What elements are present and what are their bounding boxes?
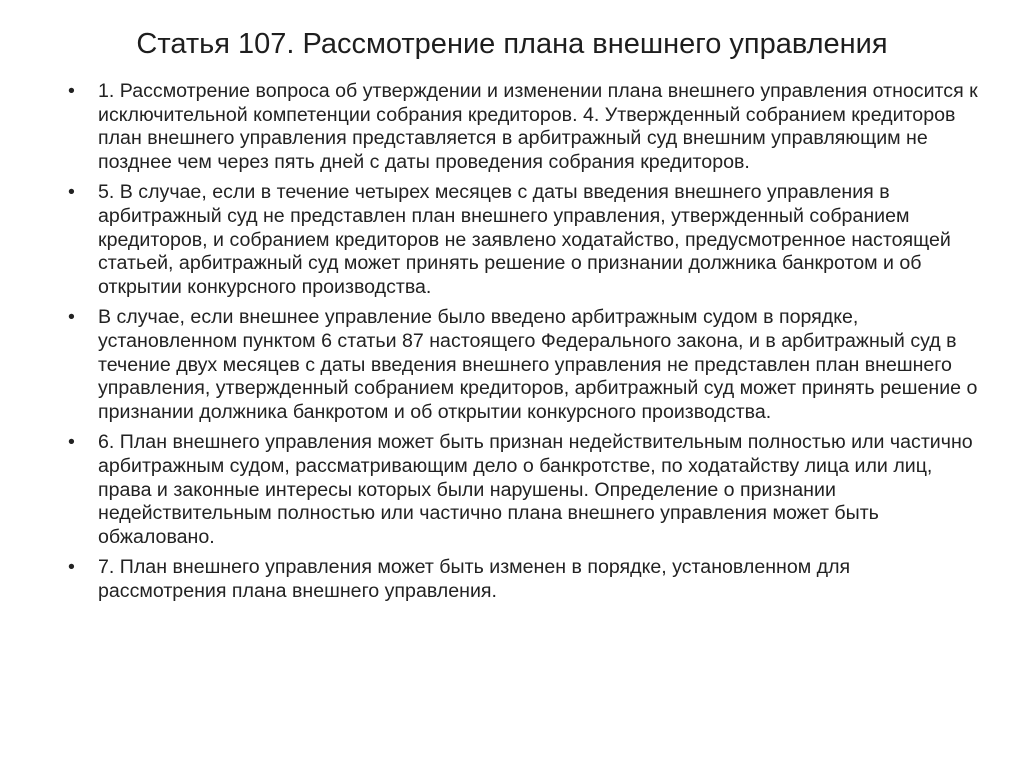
bullet-icon: • [68,306,75,329]
bullet-text: 7. План внешнего управления может быть изменен в порядке, установленном для рассмотрения плана внешнего управления. [98,556,851,602]
bullet-icon: • [68,181,75,204]
bullet-icon: • [68,556,75,579]
bullet-text: В случае, если внешнее управление было введено арбитражным судом в порядке, установленном пунктом 6 статьи 87 настоящего Федерального закона, и в арбитражный суд в течение двух месяцев с даты введения внешнего управления не представлен план внешнего управления, утвержденный собранием кредиторов, арбитражный суд может принять решение о признании должника банкротом и об открытии конкурсного производства. [98,306,978,423]
bullet-item-1 [68,80,978,174]
bullet-item-5 [68,556,978,603]
bullet-item-3 [68,306,978,424]
bullet-item-2 [68,181,978,299]
bullet-icon: • [68,431,75,454]
bullet-icon: • [68,80,75,102]
bullet-text: 6. План внешнего управления может быть признан недействительным полностью или частично арбитражным судом, рассматривающим дело о банкротстве, по ходатайству лица или лиц, права и законные интересы которых были нарушены. Определение о признании недействительным полностью или частично плана внешнего управления может быть обжаловано. [98,431,973,548]
bullet-item-4 [68,431,978,549]
bullet-text: 5. В случае, если в течение четырех месяцев с даты введения внешнего управления в арбитражный суд не представлен план внешнего управления, утвержденный собранием кредиторов, и собранием кредиторов не заявлено ходатайство, предусмотренное настоящей статьей, арбитражный суд может принять решение о признании должника банкротом и об открытии конкурсного производства. [98,181,951,298]
bullet-text: 1. Рассмотрение вопроса об утверждении и изменении плана внешнего управления относится к исключительной компетенции собрания кредиторов. 4. Утвержденный собранием кредиторов план внешнего управления представляется в арбитражный суд внешним управляющим не позднее чем через пять дней с даты проведения собрания кредиторов. [98,80,978,173]
slide-title: Статья 107. Рассмотрение плана внешнего управления [136,28,888,60]
bullet-list [68,80,978,610]
